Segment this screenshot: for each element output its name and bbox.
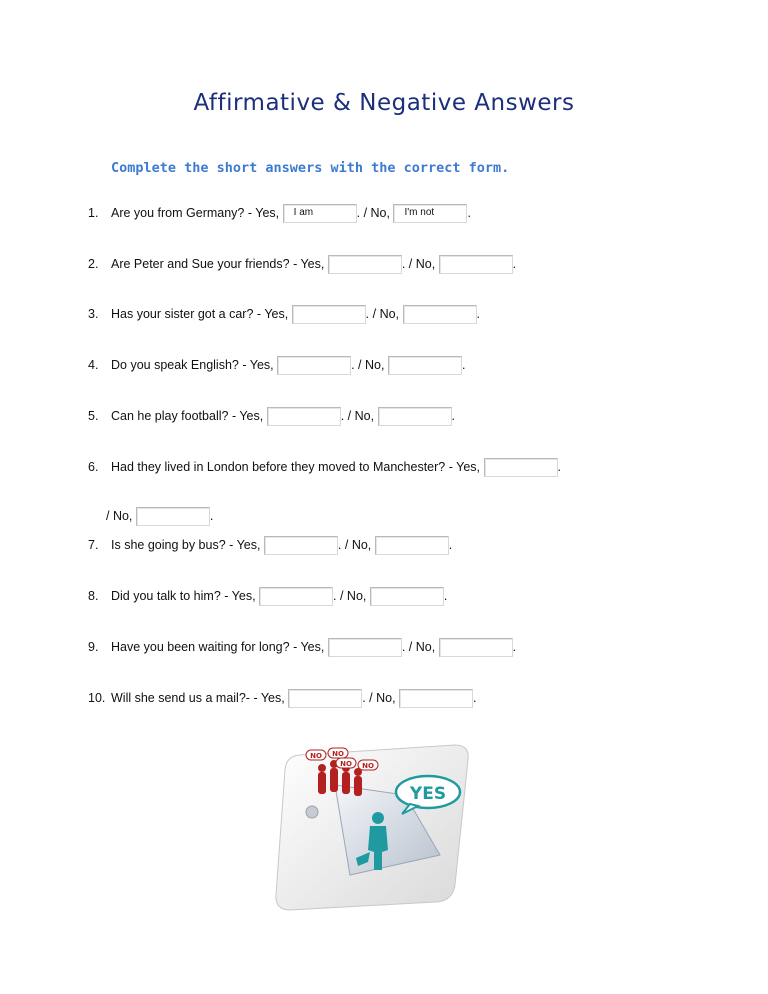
question-number: 8.: [88, 589, 99, 603]
question-row: 9. Have you been waiting for long? - Yes, . / No, .: [88, 638, 516, 654]
no-tag: NO: [332, 750, 344, 758]
yes-answer-field[interactable]: [259, 587, 333, 606]
yes-answer-field[interactable]: [264, 536, 338, 555]
question-text: Did you talk to him?: [111, 589, 221, 603]
no-answer-field[interactable]: [136, 507, 210, 526]
question-text: Have you been waiting for long?: [111, 640, 290, 654]
question-row: 2. Are Peter and Sue your friends? - Yes, . / No, .: [88, 255, 516, 271]
no-tag: NO: [340, 760, 352, 768]
question-row: 6. Had they lived in London before they moved to Manchester? - Yes, .: [88, 458, 561, 474]
question-number: 7.: [88, 538, 99, 552]
no-answer-field[interactable]: [439, 638, 513, 657]
no-answer-field[interactable]: [439, 255, 513, 274]
question-row: 10. Will she send us a mail?- - Yes, . / No, .: [88, 689, 477, 705]
no-tag: NO: [362, 762, 374, 770]
yes-bubble-text: YES: [409, 784, 447, 804]
question-number: 1.: [88, 206, 99, 220]
question-number: 2.: [88, 257, 99, 271]
question-row-continuation: / No, .: [106, 507, 213, 523]
question-text: Are you from Germany?: [111, 206, 245, 220]
yes-answer-field[interactable]: [328, 255, 402, 274]
question-text: Will she send us a mail?-: [111, 691, 250, 705]
instruction-text: Complete the short answers with the correct form.: [111, 160, 510, 176]
question-row: 3. Has your sister got a car? - Yes, . / No, .: [88, 305, 480, 321]
question-row: 5. Can he play football? - Yes, . / No, .: [88, 407, 455, 423]
no-answer-field[interactable]: [375, 536, 449, 555]
page-title: Affirmative & Negative Answers: [193, 90, 575, 116]
question-number: 3.: [88, 307, 99, 321]
question-text: Do you speak English?: [111, 358, 239, 372]
question-number: 5.: [88, 409, 99, 423]
yes-answer-field[interactable]: I am: [283, 204, 357, 223]
question-number: 6.: [88, 460, 99, 474]
no-answer-field[interactable]: [388, 356, 462, 375]
question-number: 10.: [88, 691, 106, 705]
question-text: Is she going by bus?: [111, 538, 226, 552]
question-row: 7. Is she going by bus? - Yes, . / No, .: [88, 536, 452, 552]
no-answer-field[interactable]: [378, 407, 452, 426]
yes-answer-field[interactable]: [288, 689, 362, 708]
no-answer-field[interactable]: [399, 689, 473, 708]
question-number: 9.: [88, 640, 99, 654]
question-row: 8. Did you talk to him? - Yes, . / No, .: [88, 587, 447, 603]
yes-no-illustration: [270, 740, 480, 915]
yes-answer-field[interactable]: [292, 305, 366, 324]
question-number: 4.: [88, 358, 99, 372]
no-answer-field[interactable]: [403, 305, 477, 324]
yes-answer-field[interactable]: [267, 407, 341, 426]
no-answer-field[interactable]: [370, 587, 444, 606]
no-answer-field[interactable]: I'm not: [393, 204, 467, 223]
no-tag: NO: [310, 752, 322, 760]
question-text: Had they lived in London before they moved to Manchester?: [111, 460, 446, 474]
yes-answer-field[interactable]: [484, 458, 558, 477]
question-text: Can he play football?: [111, 409, 229, 423]
question-row: 4. Do you speak English? - Yes, . / No, .: [88, 356, 465, 372]
question-text: Are Peter and Sue your friends?: [111, 257, 290, 271]
yes-answer-field[interactable]: [277, 356, 351, 375]
question-text: Has your sister got a car?: [111, 307, 254, 321]
question-row: 1. Are you from Germany? - Yes, I am . / No, I'm not .: [88, 204, 471, 220]
yes-answer-field[interactable]: [328, 638, 402, 657]
